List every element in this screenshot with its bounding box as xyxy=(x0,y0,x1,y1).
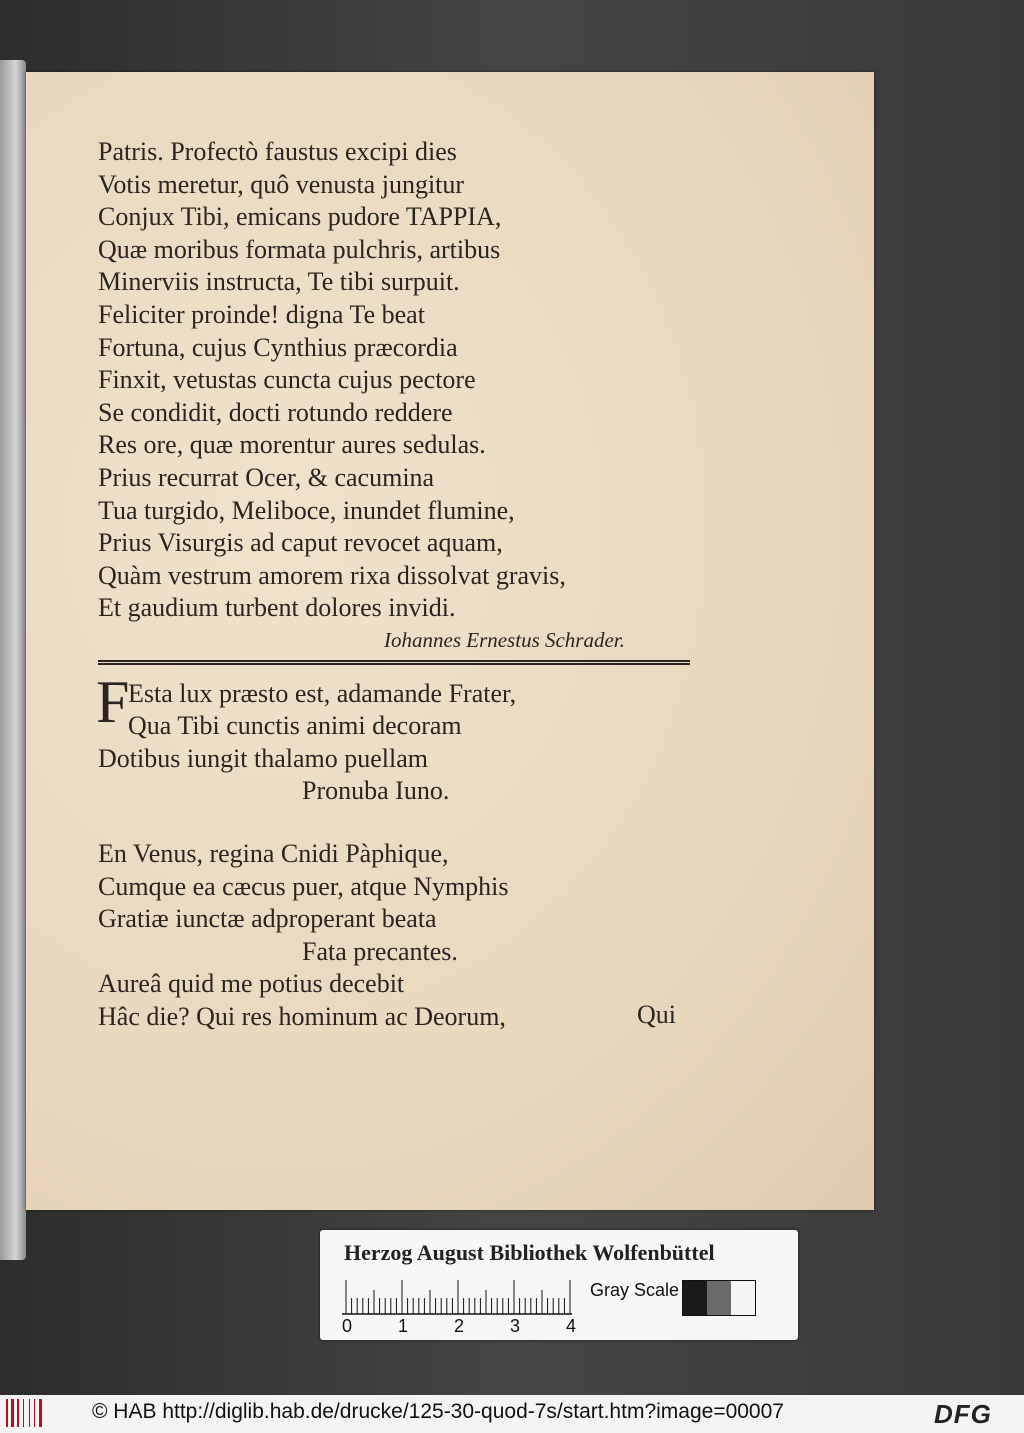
poem-three xyxy=(98,838,509,1034)
gray-swatch-dark xyxy=(683,1281,707,1315)
barcode-bar xyxy=(39,1399,42,1427)
verse-line: Minerviis instructa, Te tibi surpuit. xyxy=(98,267,460,297)
verse-line: Aureâ quid me potius decebit xyxy=(98,969,405,999)
verse-line: En Venus, regina Cnidi Pàphique, xyxy=(98,839,449,868)
barcode-icon xyxy=(6,1399,46,1427)
ruler-scale xyxy=(342,1276,572,1316)
barcode-bar xyxy=(17,1399,19,1427)
section-divider xyxy=(98,660,690,665)
verse-line: Votis meretur, quô venusta jungitur xyxy=(98,169,465,199)
verse-line: Cumque ea cæcus puer, atque Nymphis xyxy=(98,871,509,901)
verse-line: Qua Tibi cunctis animi decoram xyxy=(128,711,462,740)
gray-scale-swatches xyxy=(682,1280,756,1316)
verse-line: Se condidit, docti rotundo reddere xyxy=(98,397,453,427)
barcode-bar xyxy=(11,1399,14,1427)
scale-number: 2 xyxy=(454,1316,465,1336)
verse-line: Feliciter proinde! digna Te beat xyxy=(98,299,425,329)
verse-line: Et gaudium turbent dolores invidi. xyxy=(98,593,456,623)
barcode-bar xyxy=(6,1399,8,1427)
verse-line: Quàm vestrum amorem rixa dissolvat gravis, xyxy=(98,560,566,590)
barcode-bar xyxy=(23,1399,24,1427)
verse-line: Dotibus iungit thalamo puellam xyxy=(98,743,429,773)
poem-two xyxy=(98,710,462,808)
gray-swatch-mid xyxy=(707,1281,731,1315)
verse-line: Gratiæ iunctæ adproperant beata xyxy=(98,904,437,934)
book-edge xyxy=(0,60,26,1260)
verse-line: Quæ moribus formata pulchris, artibus xyxy=(98,234,501,264)
scale-number: 3 xyxy=(510,1316,521,1336)
barcode-bar xyxy=(29,1399,30,1427)
verse-line: Prius Visurgis ad caput revocet aquam, xyxy=(98,528,503,558)
footer-url-text[interactable]: © HAB http://diglib.hab.de/drucke/125-30-quod-7s/start.htm?image=00007 xyxy=(92,1400,784,1423)
verse-line: Conjux Tibi, emicans pudore TAPPIA, xyxy=(98,202,502,232)
verse-line: Prius recurrat Ocer, & cacumina xyxy=(98,462,435,492)
scale-number: 0 xyxy=(342,1316,353,1336)
poem-one xyxy=(98,136,566,625)
barcode-bar xyxy=(34,1399,35,1427)
gray-scale-label: Gray Scale xyxy=(590,1280,680,1300)
verse-line: Res ore, quæ morentur aures sedulas. xyxy=(98,430,486,460)
scale-number: 4 xyxy=(566,1316,577,1336)
catchword: Qui xyxy=(637,1000,676,1029)
verse-line: Patris. Profectò faustus excipi dies xyxy=(98,137,457,166)
library-name: Herzog August Bibliothek Wolfenbüttel xyxy=(344,1240,715,1265)
gray-swatch-light xyxy=(731,1281,755,1315)
verse-line: Finxit, vetustas cuncta cujus pectore xyxy=(98,365,476,395)
poem-two-first-line: Esta lux præsto est, adamande Frater, xyxy=(128,679,517,708)
scale-number: 1 xyxy=(398,1316,409,1336)
verse-line: Tua turgido, Meliboce, inundet flumine, xyxy=(98,495,515,525)
verse-line: Hâc die? Qui res hominum ac Deorum, xyxy=(98,1001,506,1031)
footer-bar xyxy=(0,1395,1024,1433)
reference-card xyxy=(320,1230,798,1340)
drop-cap: F xyxy=(96,669,130,735)
poem-signature: Iohannes Ernestus Schrader. xyxy=(384,628,625,652)
adonic-line: Pronuba Iuno. xyxy=(302,776,450,806)
adonic-line: Fata precantes. xyxy=(302,936,458,966)
dfg-logo: DFG xyxy=(934,1399,992,1429)
verse-line: Fortuna, cujus Cynthius præcordia xyxy=(98,332,458,362)
